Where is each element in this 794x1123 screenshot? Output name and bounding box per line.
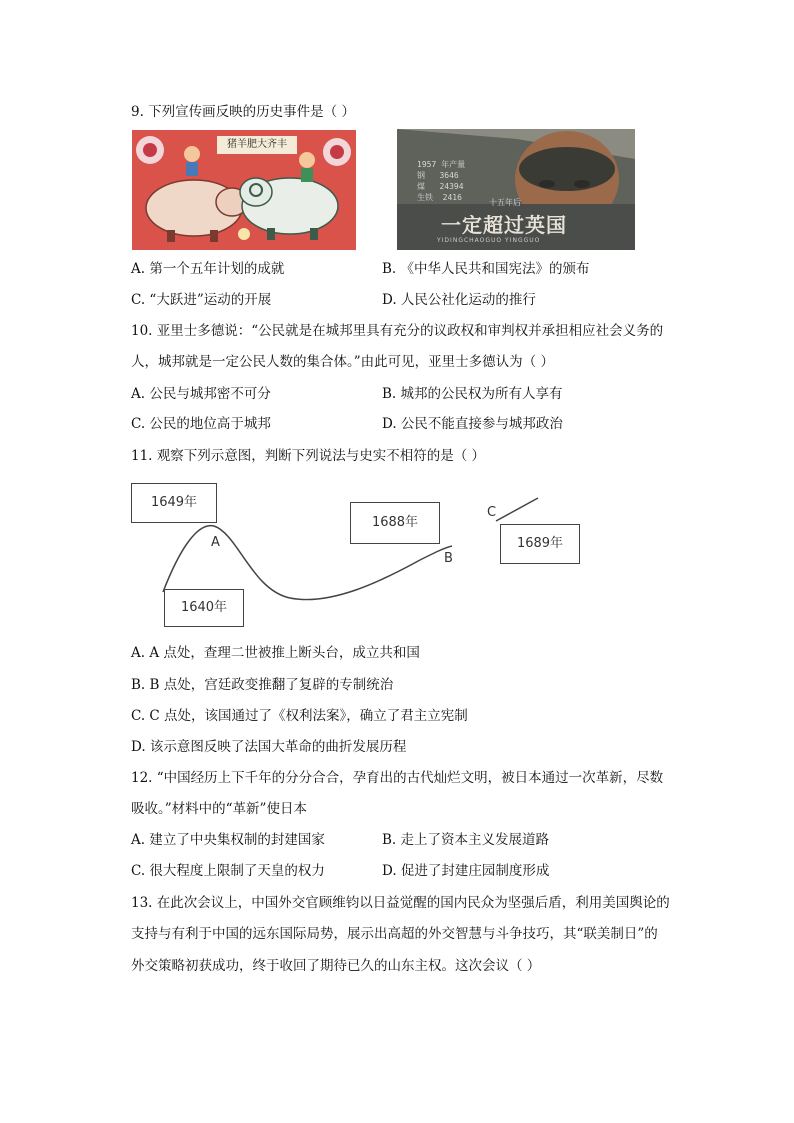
q10-option-a[interactable]: A. 公民与城邦密不可分	[131, 386, 271, 402]
diagram-box-1689: 1689年	[500, 524, 580, 564]
q11-stem: 11. 观察下列示意图，判断下列说法与史实不相符的是（ ）	[131, 448, 486, 464]
q9-option-a[interactable]: A. 第一个五年计划的成就	[131, 261, 285, 277]
q11-option-c[interactable]: C. C 点处，该国通过了《权利法案》，确立了君主立宪制	[131, 708, 468, 724]
q10-option-d[interactable]: D. 公民不能直接参与城邦政治	[382, 416, 563, 432]
diagram-box-1640: 1640年	[164, 589, 244, 627]
diagram-point-c: C	[487, 505, 497, 520]
q9-option-d[interactable]: D. 人民公社化运动的推行	[382, 292, 536, 308]
poster-pinyin: YIDINGCHAOGUO YINGGUO	[437, 237, 541, 244]
q12-option-c[interactable]: C. 很大程度上限制了天皇的权力	[131, 863, 325, 879]
poster-subtitle: 十五年后	[489, 198, 521, 207]
diagram-point-a: A	[211, 535, 220, 550]
q12-stem-line2: 吸收。”材料中的“革新”使日本	[131, 801, 307, 817]
q11-option-d[interactable]: D. 该示意图反映了法国大革命的曲折发展历程	[131, 739, 407, 755]
poster-banner-text: 猪羊肥大齐丰	[217, 136, 297, 154]
diagram-point-b: B	[444, 551, 453, 566]
q10-option-b[interactable]: B. 城邦的公民权为所有人享有	[382, 386, 563, 402]
poster-slogan: 一定超过英国	[441, 213, 567, 237]
q11-option-b[interactable]: B. B 点处，宫廷政变推翻了复辟的专制统治	[131, 677, 394, 693]
q9-stem: 9. 下列宣传画反映的历史事件是（ ）	[131, 104, 355, 120]
q10-stem-line1: 10. 亚里士多德说：“公民就是在城邦里具有充分的议政权和审判权并承担相应社会义务的	[131, 323, 664, 339]
history-curve-segment-c	[496, 498, 538, 521]
q9-option-b[interactable]: B. 《中华人民共和国宪法》的颁布	[382, 261, 590, 277]
q12-option-b[interactable]: B. 走上了资本主义发展道路	[382, 832, 550, 848]
q13-stem-line2: 支持与有利于中国的远东国际局势，展示出高超的外交智慧与斗争技巧，其“联美制日”的	[131, 926, 658, 942]
q10-stem-line2: 人，城邦就是一定公民人数的集合体。”由此可见，亚里士多德认为（ ）	[131, 354, 554, 370]
q11-option-a[interactable]: A. A 点处，查理二世被推上断头台，成立共和国	[131, 645, 420, 661]
q12-stem-line1: 12. “中国经历上下千年的分分合合，孕育出的古代灿烂文明，被日本通过一次革新，尽数	[131, 770, 664, 786]
q9-option-c[interactable]: C. “大跃进”运动的开展	[131, 292, 272, 308]
diagram-box-1649: 1649年	[131, 483, 217, 523]
poster-production-figures: 1957 年产量 钢 3646 煤 24394 生铁 2416	[417, 160, 466, 202]
q13-stem-line3: 外交策略初获成功，终于收回了期待已久的山东主权。这次会议（ ）	[131, 958, 541, 974]
q12-option-d[interactable]: D. 促进了封建庄园制度形成	[382, 863, 550, 879]
q10-option-c[interactable]: C. 公民的地位高于城邦	[131, 416, 271, 432]
diagram-box-1688: 1688年	[350, 502, 440, 544]
q12-option-a[interactable]: A. 建立了中央集权制的封建国家	[131, 832, 325, 848]
q13-stem-line1: 13. 在此次会议上，中国外交官顾维钧以日益觉醒的国内民众为坚强后盾，利用美国舆论的	[131, 895, 670, 911]
